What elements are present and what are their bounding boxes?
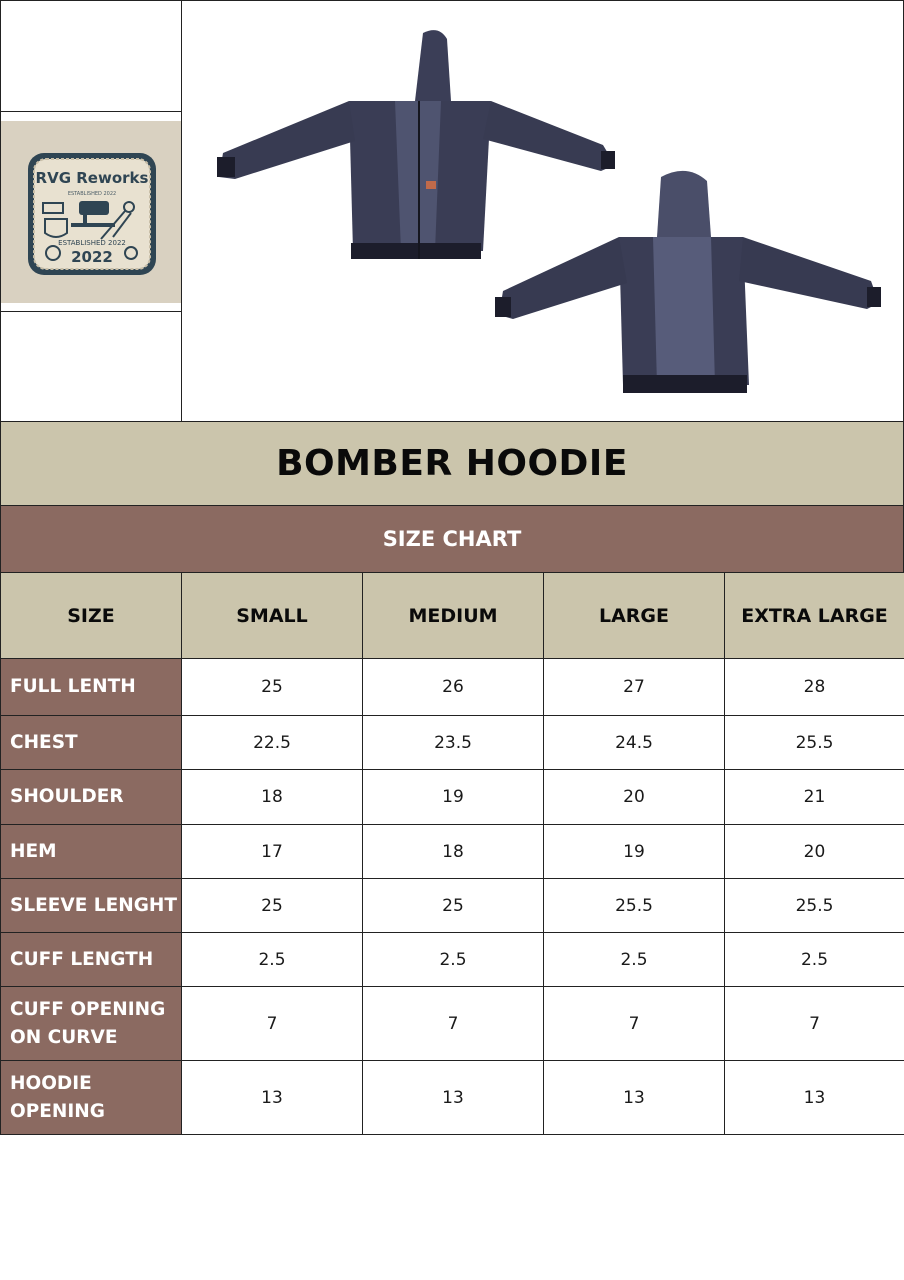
cell-value: 13 bbox=[544, 1061, 725, 1135]
table-row bbox=[1, 716, 904, 770]
table-row bbox=[1, 825, 904, 879]
size-chart-heading: SIZE CHART bbox=[382, 527, 522, 551]
row-label bbox=[1, 1061, 182, 1135]
size-chart-table bbox=[0, 572, 904, 1135]
row-label-line: HOODIE bbox=[10, 1072, 92, 1094]
empty-cell-bottom bbox=[1, 311, 181, 421]
header-size: SIZE bbox=[1, 573, 182, 659]
header-medium: MEDIUM bbox=[363, 573, 544, 659]
cell-value: 13 bbox=[363, 1061, 544, 1135]
row-label-line: OPENING bbox=[10, 1100, 105, 1122]
cell-value: 7 bbox=[363, 987, 544, 1061]
cell-value: 22.5 bbox=[182, 716, 363, 770]
empty-cell-top bbox=[1, 1, 181, 112]
row-label: CHEST bbox=[1, 716, 182, 770]
cell-value: 25.5 bbox=[544, 879, 725, 933]
cell-value: 25 bbox=[182, 659, 363, 716]
product-title: BOMBER HOODIE bbox=[276, 443, 628, 484]
cell-value: 7 bbox=[725, 987, 904, 1061]
brand-logo-badge bbox=[1, 121, 181, 303]
cell-value: 25.5 bbox=[725, 879, 904, 933]
header-extra-large: EXTRA LARGE bbox=[725, 573, 904, 659]
cell-value: 19 bbox=[544, 825, 725, 879]
cell-value: 19 bbox=[363, 770, 544, 825]
cell-value: 25.5 bbox=[725, 716, 904, 770]
row-label: FULL LENTH bbox=[1, 659, 182, 716]
cell-value: 2.5 bbox=[363, 933, 544, 987]
section-title-band bbox=[0, 506, 904, 572]
table-row bbox=[1, 933, 904, 987]
cell-value: 25 bbox=[363, 879, 544, 933]
cell-value: 20 bbox=[725, 825, 904, 879]
row-label: HEM bbox=[1, 825, 182, 879]
cell-value: 18 bbox=[182, 770, 363, 825]
cell-value: 21 bbox=[725, 770, 904, 825]
cell-value: 23.5 bbox=[363, 716, 544, 770]
row-label: SLEEVE LENGHT bbox=[1, 879, 182, 933]
cell-value: 20 bbox=[544, 770, 725, 825]
cell-value: 27 bbox=[544, 659, 725, 716]
cell-value: 17 bbox=[182, 825, 363, 879]
logo-wordmark: RVG Reworks bbox=[35, 169, 149, 187]
table-row bbox=[1, 659, 904, 716]
cell-value: 18 bbox=[363, 825, 544, 879]
product-photos bbox=[183, 1, 903, 421]
row-label: SHOULDER bbox=[1, 770, 182, 825]
header-large: LARGE bbox=[544, 573, 725, 659]
row-label: CUFF LENGTH bbox=[1, 933, 182, 987]
row-label bbox=[1, 987, 182, 1061]
table-row bbox=[1, 1061, 904, 1135]
cell-value: 13 bbox=[182, 1061, 363, 1135]
product-image-panel bbox=[0, 0, 904, 422]
table-row bbox=[1, 770, 904, 825]
hoodie-back-image bbox=[495, 171, 881, 393]
row-label-line: ON CURVE bbox=[10, 1026, 118, 1048]
left-column bbox=[1, 1, 182, 421]
logo-established: ESTABLISHED 2022 bbox=[58, 239, 126, 247]
hoodie-front-image bbox=[217, 30, 615, 259]
brand-logo bbox=[1, 121, 181, 303]
logo-subline-small: ESTABLISHED 2022 bbox=[67, 191, 117, 197]
cell-value: 26 bbox=[363, 659, 544, 716]
cell-value: 13 bbox=[725, 1061, 904, 1135]
cell-value: 2.5 bbox=[182, 933, 363, 987]
header-small: SMALL bbox=[182, 573, 363, 659]
cell-value: 7 bbox=[544, 987, 725, 1061]
cell-value: 25 bbox=[182, 879, 363, 933]
table-header-row bbox=[1, 573, 904, 659]
cell-value: 28 bbox=[725, 659, 904, 716]
table-row bbox=[1, 987, 904, 1061]
product-title-band bbox=[0, 422, 904, 506]
cell-value: 2.5 bbox=[725, 933, 904, 987]
table-row bbox=[1, 879, 904, 933]
row-label-line: CUFF OPENING bbox=[10, 998, 166, 1020]
product-photos-svg bbox=[183, 1, 903, 421]
cell-value: 24.5 bbox=[544, 716, 725, 770]
logo-year: 2022 bbox=[71, 248, 113, 266]
cell-value: 2.5 bbox=[544, 933, 725, 987]
cell-value: 7 bbox=[182, 987, 363, 1061]
